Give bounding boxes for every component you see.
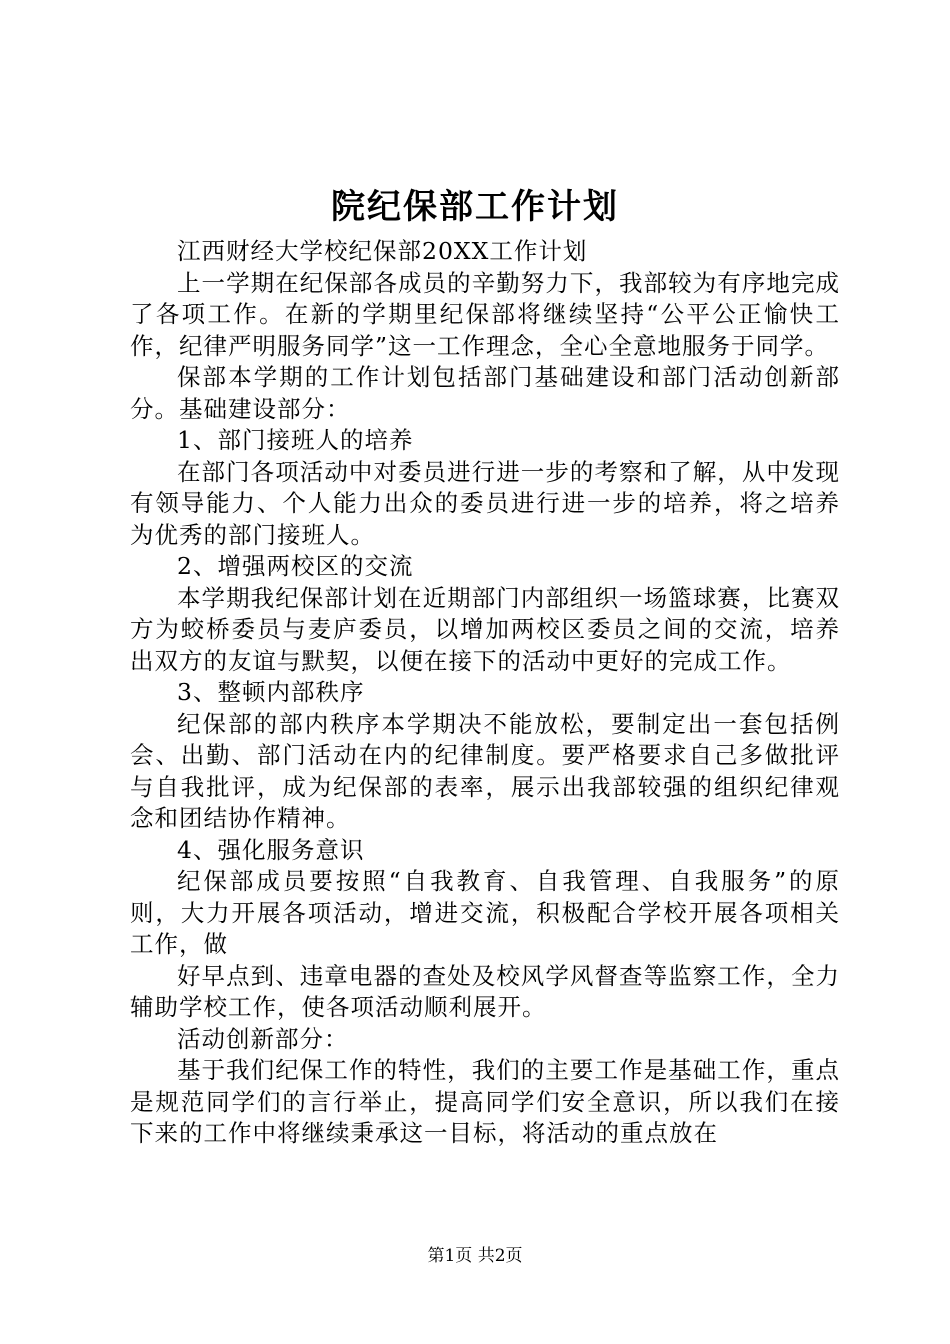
section-heading: 3、整顿内部秩序 xyxy=(177,678,365,706)
page-footer: 第1页 共2页 xyxy=(427,1246,523,1266)
paragraph: 在部门各项活动中对委员进行进一步的考察和了解，从中发现有领导能力、个人能力出众的委员进行进一步的培养，将之培养为优秀的部门接班人。 xyxy=(130,457,840,549)
section-heading: 活动创新部分： xyxy=(177,1024,349,1053)
paragraph: 上一学期在纪保部各成员的辛勤努力下，我部较为有序地完成了各项工作。在新的学期里纪保部将继续坚持“公平公正愉快工作，纪律严明服务同学”这一工作理念，全心全意地服务于同学。 xyxy=(130,268,840,360)
document-body xyxy=(130,236,840,1150)
paragraph: 纪保部成员要按照“自我教育、自我管理、自我服务”的原则，大力开展各项活动，增进交流，积极配合学校开展各项相关工作，做 xyxy=(130,867,840,958)
paragraph: 本学期我纪保部计划在近期部门内部组织一场篮球赛，比赛双方为蛟桥委员与麦庐委员，以增加两校区委员之间的交流，培养出双方的友谊与默契，以便在接下的活动中更好的完成工作。 xyxy=(130,583,840,675)
paragraph: 纪保部的部内秩序本学期决不能放松，要制定出一套包括例会、出勤、部门活动在内的纪律制度。要严格要求自己多做批评与自我批评，成为纪保部的表率，展示出我部较强的组织纪律观念和团结协作精神。 xyxy=(130,709,840,832)
paragraph: 好早点到、违章电器的查处及校风学风督查等监察工作，全力辅助学校工作，使各项活动顺利展开。 xyxy=(130,961,840,1021)
section-heading: 2、增强两校区的交流 xyxy=(177,552,414,580)
paragraph-subtitle: 江西财经大学校纪保部20XX工作计划 xyxy=(177,237,588,265)
document-title: 院纪保部工作计划 xyxy=(331,187,619,227)
paragraph: 保部本学期的工作计划包括部门基础建设和部门活动创新部分。基础建设部分： xyxy=(130,363,840,423)
section-heading: 4、强化服务意识 xyxy=(177,835,365,864)
paragraph: 基于我们纪保工作的特性，我们的主要工作是基础工作，重点是规范同学们的言行举止，提高同学们安全意识，所以我们在接下来的工作中将继续秉承这一目标，将活动的重点放在 xyxy=(130,1056,840,1147)
section-heading: 1、部门接班人的培养 xyxy=(177,426,414,454)
